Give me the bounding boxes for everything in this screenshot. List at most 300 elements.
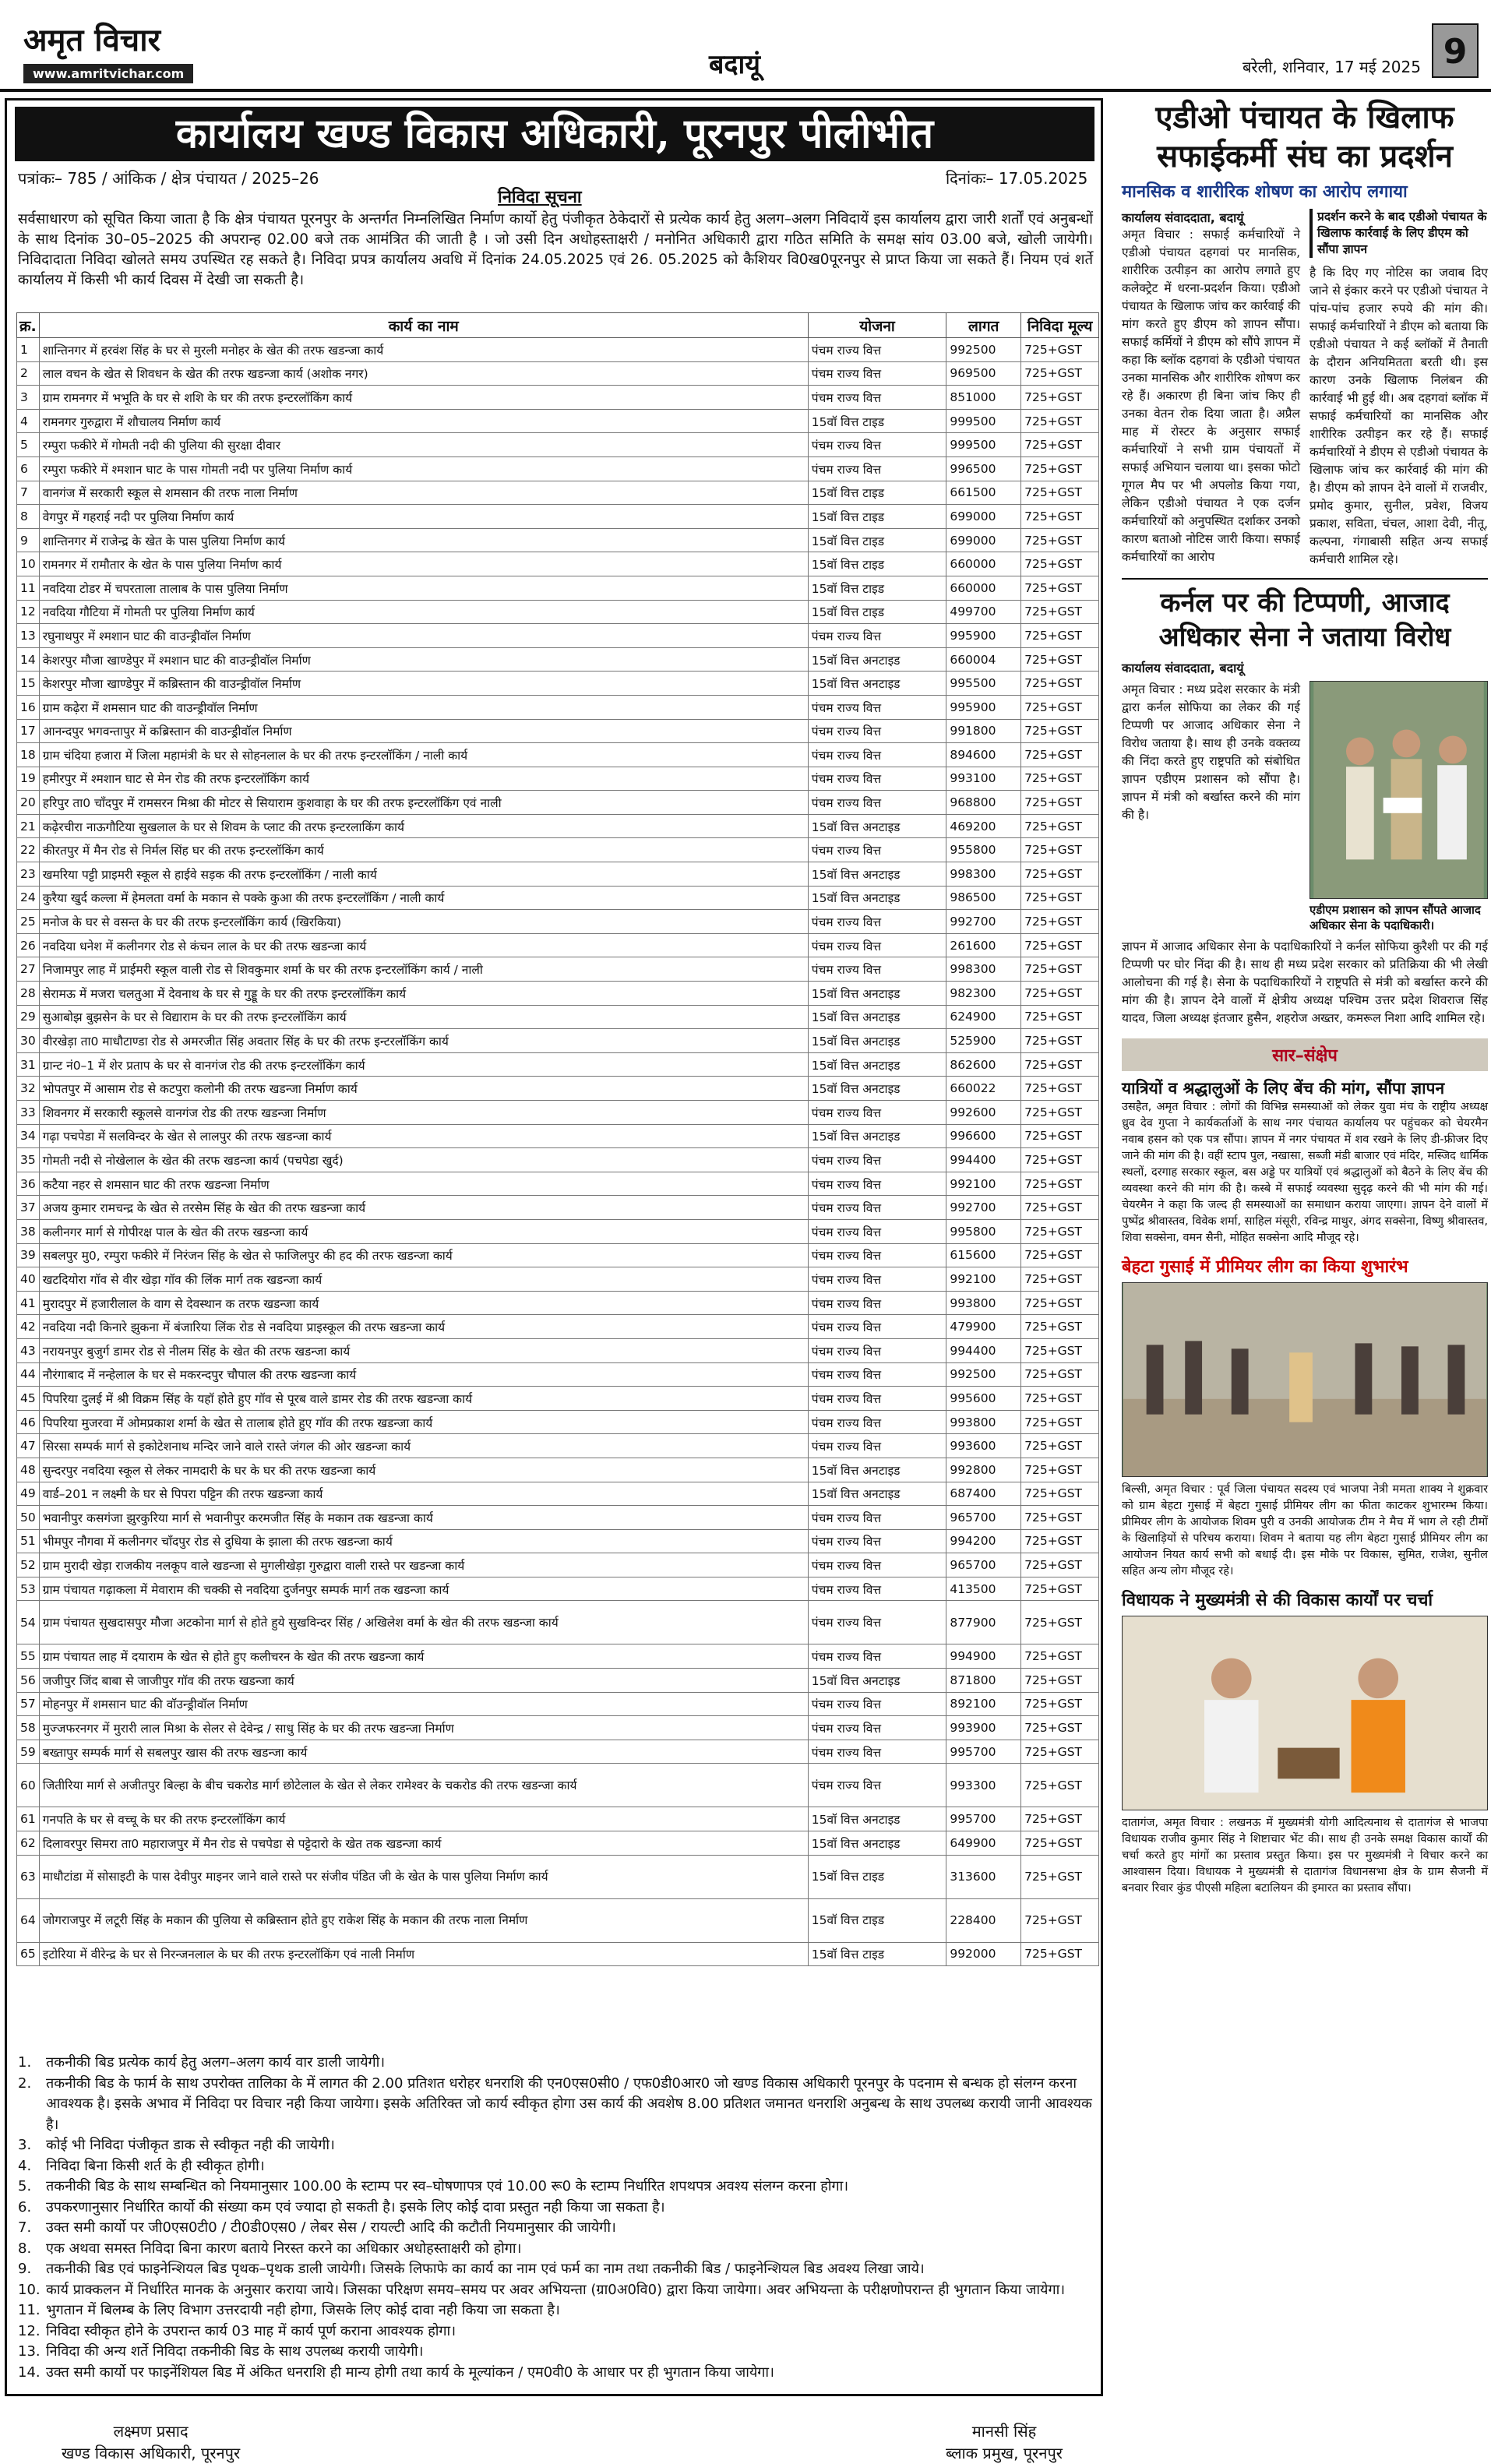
condition-item (18, 2074, 1093, 2136)
row-scheme: पंचम राज्य वित्त (808, 1219, 946, 1243)
table-row (17, 1807, 1099, 1831)
tender-notice (5, 98, 1103, 2462)
row-serial: 65 (17, 1942, 40, 1966)
row-cost: 991800 (946, 719, 1021, 743)
row-tender-fee: 725+GST (1021, 1196, 1099, 1220)
table-row (17, 982, 1099, 1006)
row-cost: 992700 (946, 1196, 1021, 1220)
row-tender-fee: 725+GST (1021, 886, 1099, 910)
table-row (17, 1124, 1099, 1148)
row-serial: 7 (17, 481, 40, 505)
row-tender-fee: 725+GST (1021, 1124, 1099, 1148)
row-cost: 261600 (946, 933, 1021, 957)
row-work-name: मुरादपुर में हजारीलाल के वाग से देवस्थान क तरफ खडन्जा कार्य (39, 1291, 808, 1315)
row-work-name: कीरतपुर में मैन रोड से निर्मल सिंह घर की तरफ इन्टरलॉकिंग कार्य (39, 838, 808, 862)
row-tender-fee: 725+GST (1021, 456, 1099, 481)
signatory-title: खण्ड विकास अधिकारी, पूरनपुर (62, 2444, 241, 2462)
row-tender-fee: 725+GST (1021, 1506, 1099, 1530)
row-scheme: पंचम राज्य वित्त (808, 1196, 946, 1220)
row-tender-fee: 725+GST (1021, 338, 1099, 362)
table-row (17, 409, 1099, 433)
row-cost: 413500 (946, 1577, 1021, 1601)
table-row (17, 1553, 1099, 1577)
condition-number: 3. (18, 2137, 32, 2153)
row-scheme: 15वॉ वित्त टाइड (808, 1942, 946, 1966)
table-row (17, 791, 1099, 815)
row-tender-fee: 725+GST (1021, 624, 1099, 648)
condition-number: 1. (18, 2054, 32, 2071)
row-cost: 992100 (946, 1267, 1021, 1292)
row-cost: 995500 (946, 672, 1021, 696)
row-serial: 43 (17, 1338, 40, 1362)
row-cost: 982300 (946, 982, 1021, 1006)
row-cost: 995700 (946, 1740, 1021, 1764)
row-work-name: सबलपुर मु0, रम्पुरा फकीरे में निरंजन सिंह के खेत से फाजिलपुर की हद की तरफ खडन्जा कार्य (39, 1243, 808, 1267)
row-tender-fee: 725+GST (1021, 1831, 1099, 1856)
row-tender-fee: 725+GST (1021, 982, 1099, 1006)
edition-date: बरेली, शनिवार, 17 मई 2025 (1242, 58, 1421, 76)
row-work-name: वीरखेड़ा ता0 माधौटाण्डा रोड से अमरजीत सिंह अवतार सिंह के घर की तरफ इन्टरलॉकिंग कार्य (39, 1029, 808, 1053)
row-work-name: नवदिया धनेश में कलीनगर रोड से कंचन लाल के घर की तरफ खडन्जा कार्य (39, 933, 808, 957)
table-row (17, 1898, 1099, 1942)
row-work-name: केशरपुर मौजा खाण्डेपुर में कब्रिस्तान की वाउन्ड्रीवॉल निर्माण (39, 672, 808, 696)
row-scheme: 15वॉ वित्त अनटाइड (808, 1807, 946, 1831)
row-serial: 50 (17, 1506, 40, 1530)
row-tender-fee: 725+GST (1021, 1577, 1099, 1601)
row-cost: 969500 (946, 361, 1021, 386)
row-tender-fee: 725+GST (1021, 1553, 1099, 1577)
condition-number: 2. (18, 2074, 32, 2092)
row-serial: 58 (17, 1716, 40, 1740)
row-tender-fee: 725+GST (1021, 505, 1099, 529)
table-row (17, 600, 1099, 624)
row-cost: 992100 (946, 1172, 1021, 1196)
row-cost: 687400 (946, 1482, 1021, 1506)
row-work-name: नौरंगाबाद में नन्हेलाल के घर से मकरन्दपुर चौपाल की तरफ खडन्जा कार्य (39, 1362, 808, 1387)
row-cost: 661500 (946, 481, 1021, 505)
row-serial: 36 (17, 1172, 40, 1196)
row-serial: 13 (17, 624, 40, 648)
edition-city: बदायूं (709, 49, 760, 80)
row-scheme: 15वॉ वित्त अनटाइड (808, 862, 946, 887)
row-work-name: ग्राम पंचायत गढ़ाकला में मेवाराम की चक्की से नवदिया दुर्जनपुर सम्पर्क मार्ग तक खडन्जा कार्य (39, 1577, 808, 1601)
row-work-name: हरिपुर ता0 चाँदपुर में रामसरन मिश्रा की मोटर से सियाराम कुशवाहा के घर की तरफ इन्टरलॉकिंग एवं नाली (39, 791, 808, 815)
row-scheme: 15वॉ वित्त अनटाइड (808, 1458, 946, 1482)
row-scheme: 15वॉ वित्त अनटाइड (808, 1077, 946, 1101)
row-serial: 19 (17, 767, 40, 791)
table-row (17, 481, 1099, 505)
tender-intro: सर्वसाधारण को सूचित किया जाता है कि क्षेत्र पंचायत पूरनपुर के अन्तर्गत निम्नलिखित निर्माण कार्यो हेतु पंजीकृत ठेकेदारों से प्रत्येक कार्य हेतु अलग–अलग निविदायें इस कार्यालय द्वारा जारी शर्तों एवं अनुबन्धों के साथ दिनांक 30–05–2025 की अपरान्ह 02.00 बजे तक आमंत्रित की जाती है । जो उसी दिन अधोहस्ताक्षरी / मनोनित अधिकारी द्वारा गठित समिति के समक्ष सांय 03.00 बजे, खोली जायेगी। निविदादाता निविदा खोलते समय उपस्थित रह सकते है। निविदा प्रपत्र कार्यालय अवधि में दिनांक 24.05.2025 एवं 26. 05.2025 को कैशियर वि0ख0पूरनपुर से प्राप्त किया जा सकते हैं। नियम एवं शर्ते कार्यालय में किसी भी कार्य दिवस में देखी जा सकती है। (18, 211, 1093, 288)
brief1-body: उसहैत, अमृत विचार : लोगों की विभिन्न समस्याओं को लेकर युवा मंच के राष्ट्रीय अध्यक्ष ध्रुव देव गुप्ता ने कार्यकर्ताओं के साथ नगर पंचायत कार्यालय पर पहुंचकर को चेयरमैन नवाब हसन को एक पत्र सौंपा। ज्ञापन में नगर पंचायत में शव रखने के लिए डी-फ्रीजर दिए जाने की मांग की है। वहीं स्टाप पुल, नखासा, सब्जी मंडी बाजार एवं मंदिर, मस्जिद धार्मिक स्थलों, दरगाह सरकार स्कूल, बस अड्डे पर यात्रियों एवं श्रद्धालुओं को बैठने के लिए बेंच की व्यवस्था करने की मांग की है। कस्बे में सफाई व्यवस्था सुदृढ़ करने की भी मांग की गई। चेयरमैन ने कहा कि जल्द ही समस्याओं का समाधान कराया जाएगा। ज्ञापन देने वालों में पुष्पेंद्र श्रीवास्तव, विवेक शर्मा, साहिल मंसूरी, रविन्द्र माथुर, अंगद सक्सेना, विष्णु श्रीवास्तव, शिवा सक्सेना, वमन सैनी, मोहित सक्सेना आदि मौजूद रहे। (1122, 1101, 1488, 1244)
row-work-name: ग्राम कढ़ेरा में शमसान घाट की वाउन्ड्रीवॉल निर्माण (39, 695, 808, 719)
table-row (17, 1219, 1099, 1243)
row-work-name: गोमती नदी से नोखेलाल के खेत की तरफ खडन्जा कार्य (पचपेडा खुर्द) (39, 1148, 808, 1172)
row-serial: 14 (17, 647, 40, 672)
brief2-headline: बेहटा गुसाई में प्रीमियर लीग का किया शुभारंभ (1122, 1257, 1408, 1277)
story2-body-a: अमृत विचार : मध्य प्रदेश सरकार के मंत्री द्वारा कर्नल सोफिया का लेकर की गई टिप्पणी पर आजाद अधिकार सेना ने विरोध जताया है। साथ ही उनके वक्तव्य की निंदा करते हुए राष्ट्रपति को संबोधित ज्ञापन एडीएम प्रशासन को सौंपा है। ज्ञापन में मंत्री को बर्खास्त करने की मांग की है। (1122, 682, 1300, 822)
row-tender-fee: 725+GST (1021, 1172, 1099, 1196)
table-row (17, 1644, 1099, 1669)
condition-text: निविदा स्वीकृत होने के उपरान्त कार्य 03 माह में कार्य पूर्ण कराना आवश्यक होगा। (46, 2322, 456, 2339)
condition-item (18, 2321, 1093, 2342)
row-serial: 54 (17, 1601, 40, 1644)
row-scheme: पंचम राज्य वित्त (808, 1553, 946, 1577)
table-row (17, 719, 1099, 743)
row-work-name: रामनगर गुरुद्वारा में शौचालय निर्माण कार्य (39, 409, 808, 433)
table-row (17, 1362, 1099, 1387)
story2-body-b: ज्ञापन में आजाद अधिकार सेना के पदाधिकारियों ने कर्नल सोफिया कुरैशी पर की गई टिप्पणी पर घोर निंदा की है। साथ ही मध्य प्रदेश सरकार को प्रतिक्रिया की भी लेखी आलोचना की गई है। सेना के पदाधिकारियों ने राष्ट्रपति से मंत्री को बर्खास्त करने की मांग की है। ज्ञापन देने वालों में क्षेत्रीय अध्यक्ष पश्चिम उत्तर प्रदेश शिवराज सिंह यादव, जिला अध्यक्ष इंतजार हुसैन, शहरोज अख्तर, कमरूल निशा आदि शामिल रहे। (1122, 939, 1488, 1025)
row-work-name: हमीरपुर में श्मशान घाट से मेन रोड की तरफ इन्टरलॉकिंग कार्य (39, 767, 808, 791)
row-tender-fee: 725+GST (1021, 409, 1099, 433)
row-serial: 30 (17, 1029, 40, 1053)
row-tender-fee: 725+GST (1021, 1669, 1099, 1693)
row-cost: 499700 (946, 600, 1021, 624)
table-row (17, 505, 1099, 529)
row-tender-fee: 725+GST (1021, 910, 1099, 934)
row-cost: 995600 (946, 1387, 1021, 1411)
row-serial: 12 (17, 600, 40, 624)
row-serial: 25 (17, 910, 40, 934)
row-work-name: कटैया नहर से शमसान घाट की तरफ खडन्जा निर्माण (39, 1172, 808, 1196)
table-row (17, 1052, 1099, 1077)
row-serial: 47 (17, 1434, 40, 1458)
row-tender-fee: 725+GST (1021, 1387, 1099, 1411)
row-tender-fee: 725+GST (1021, 1362, 1099, 1387)
row-cost: 996500 (946, 456, 1021, 481)
row-serial: 60 (17, 1764, 40, 1807)
table-row (17, 1077, 1099, 1101)
row-scheme: 15वॉ वित्त अनटाइड (808, 814, 946, 838)
condition-item (18, 2177, 1093, 2198)
row-scheme: 15वॉ वित्त अनटाइड (808, 1052, 946, 1077)
row-work-name: खटदियोरा गॉव से वीर खेड़ा गॉव की लिंक मार्ग तक खडन्जा कार्य (39, 1267, 808, 1292)
row-work-name: वार्ड–201 न लक्ष्मी के घर से पिपरा पट्टिन की तरफ खडन्जा कार्य (39, 1482, 808, 1506)
row-work-name: ग्राम चंदिया हजारा में जिला महामंत्री के घर से सोहनलाल के घर की तरफ इन्टरलॉकिंग / नाली कार्य (39, 743, 808, 767)
row-serial: 39 (17, 1243, 40, 1267)
row-serial: 52 (17, 1553, 40, 1577)
row-serial: 53 (17, 1577, 40, 1601)
story2-headline-line1: कर्नल पर की टिप्पणी, आजाद (1160, 587, 1450, 619)
row-scheme: 15वॉ वित्त टाइड (808, 505, 946, 529)
row-work-name: गनपति के घर से वच्चू के घर की तरफ इन्टरलॉकिंग कार्य (39, 1807, 808, 1831)
condition-text: उक्त समी कार्यो पर जी0एस0टी0 / टी0डी0एस0 / लेबर सेस / रायल्टी आदि की कटौती नियमानुसार की जायेगी। (46, 2219, 616, 2236)
row-cost: 986500 (946, 886, 1021, 910)
row-tender-fee: 725+GST (1021, 1219, 1099, 1243)
row-cost: 992500 (946, 338, 1021, 362)
row-work-name: नवदिया गौटिया में गोमती पर पुलिया निर्माण कार्य (39, 600, 808, 624)
row-scheme: पंचम राज्य वित्त (808, 1338, 946, 1362)
brief3-photo (1122, 1616, 1488, 1810)
page-number: 9 (1432, 23, 1479, 78)
brief2-photo (1122, 1282, 1488, 1477)
tender-title: कार्यालय खण्ड विकास अधिकारी, पूरनपुर पीलीभीत (15, 107, 1094, 161)
table-row (17, 957, 1099, 982)
row-tender-fee: 725+GST (1021, 1942, 1099, 1966)
row-serial: 17 (17, 719, 40, 743)
row-cost: 313600 (946, 1855, 1021, 1898)
table-row (17, 672, 1099, 696)
row-serial: 35 (17, 1148, 40, 1172)
table-row (17, 576, 1099, 600)
row-tender-fee: 725+GST (1021, 528, 1099, 552)
table-row (17, 1740, 1099, 1764)
row-tender-fee: 725+GST (1021, 1267, 1099, 1292)
row-scheme: पंचम राज्य वित्त (808, 767, 946, 791)
row-cost: 992000 (946, 1942, 1021, 1966)
condition-text: उक्त समी कार्यो पर फाइनेंशियल बिड में अंकित धनराशि ही मान्य होगी तथा कार्य के मूल्यांकन / एम0वी0 के आधार पर ही भुगतान किया जायेगा। (46, 2364, 774, 2381)
row-tender-fee: 725+GST (1021, 1243, 1099, 1267)
row-scheme: पंचम राज्य वित्त (808, 386, 946, 410)
row-work-name: कढ़ेरचीरा नाऊगौटिया सुखलाल के घर से शिवम के प्लाट की तरफ इन्टरलाकिंग कार्य (39, 814, 808, 838)
row-serial: 28 (17, 982, 40, 1006)
row-cost: 851000 (946, 386, 1021, 410)
table-row (17, 1291, 1099, 1315)
row-tender-fee: 725+GST (1021, 1482, 1099, 1506)
brief3-headline: विधायक ने मुख्यमंत्री से की विकास कार्यों पर चर्चा (1122, 1591, 1433, 1610)
row-work-name: भीमपुर नौगवा में कलीनगर चाँदपुर रोड से दुधिया के झाला की तरफ खडन्जा कार्य (39, 1529, 808, 1553)
row-cost: 228400 (946, 1898, 1021, 1942)
condition-item (18, 2342, 1093, 2363)
row-work-name: रघुनाथपुर में श्मशान घाट की वाउन्ड्रीवॉल निर्माण (39, 624, 808, 648)
table-row (17, 1338, 1099, 1362)
row-scheme: 15वॉ वित्त अनटाइड (808, 1005, 946, 1029)
tender-date: दिनांकः– 17.05.2025 (946, 169, 1088, 188)
row-cost: 993800 (946, 1291, 1021, 1315)
row-work-name: निजामपुर लाह में प्राईमरी स्कूल वाली रोड से शिवकुमार शर्मा के घर की तरफ इन्टरलॉकिंग कार्य / नाली (39, 957, 808, 982)
table-row (17, 1831, 1099, 1856)
row-serial: 31 (17, 1052, 40, 1077)
row-serial: 33 (17, 1101, 40, 1125)
condition-number: 10. (18, 2281, 41, 2298)
row-tender-fee: 725+GST (1021, 1410, 1099, 1434)
row-work-name: नवदिया टोडर में चपरताला तालाब के पास पुलिया निर्माण (39, 576, 808, 600)
row-serial: 15 (17, 672, 40, 696)
condition-text: तकनीकी बिड एवं फाइनेन्शियल बिड पृथक–पृथक डाली जायेगी। जिसके लिफाफे का कार्य का नाम एवं फर्म का नाम तथा तकनीकी बिड / फाइनेन्शियल बिड अवश्य लिखा जाये। (46, 2261, 925, 2277)
condition-item (18, 2300, 1093, 2321)
signatory-name: मानसी सिंह (971, 2422, 1037, 2441)
row-scheme: पंचम राज्य वित्त (808, 456, 946, 481)
row-cost: 993800 (946, 1410, 1021, 1434)
row-serial: 40 (17, 1267, 40, 1292)
row-scheme: पंचम राज्य वित्त (808, 791, 946, 815)
row-work-name: लाल वचन के खेत से शिवधन के खेत की तरफ खडन्जा कार्य (अशोक नगर) (39, 361, 808, 386)
row-tender-fee: 725+GST (1021, 600, 1099, 624)
story1-body-a: अमृत विचार : सफाई कर्मचारियों ने एडीओ पंचायत दहगवां पर मानसिक, शारीरिक उत्पीड़न का आरोप लगाते हुए कलेक्ट्रेट में धरना-प्रदर्शन किया। एडीओ पंचायत के खिलाफ जांच कर कार्रवाई की मांग करते हुए डीएम को ज्ञापन सौंपा। सफाई कर्मियों ने डीएम को सौंपे ज्ञापन में कहा कि ब्लॉक दहगवां के एडीओ पंचायत उनका मानसिक और शारीरिक शोषण कर रहे हैं। अकारण ही बिना जांच किए ही उनका वेतन रोक दिया जाता है। अप्रैल माह में रोस्टर के अनुसार सफाई कर्मचारियों ने सभी ग्राम पंचायतों में सफाई अभियान चलाया था। इसका फोटो गूगल मैप पर भी अपलोड किया गया, लेकिन एडीओ पंचायत ने एक दर्जन कर्मचारियों को अनुपस्थित दर्शाकर उनको कारण बताओ नोटिस जारी किया। सफाई कर्मचारियों का आरोप (1122, 227, 1300, 564)
row-cost: 998300 (946, 957, 1021, 982)
row-tender-fee: 725+GST (1021, 1077, 1099, 1101)
condition-number: 9. (18, 2261, 32, 2277)
row-tender-fee: 725+GST (1021, 791, 1099, 815)
row-work-name: वेगपुर में गहराई नदी पर पुलिया निर्माण कार्य (39, 505, 808, 529)
row-work-name: शिवनगर में सरकारी स्कूलसे वानगंज रोड की तरफ खडन्जा निर्माण (39, 1101, 808, 1125)
condition-text: उपकरणानुसार निर्धारित कार्यो की संख्या कम एवं ज्यादा हो सकती है। इसके लिए कोई दावा प्रस्तुत नही किया जा सकता है। (46, 2198, 665, 2215)
row-tender-fee: 725+GST (1021, 933, 1099, 957)
row-tender-fee: 725+GST (1021, 1315, 1099, 1339)
col-header-cost: लागत (946, 313, 1021, 338)
row-cost: 994200 (946, 1529, 1021, 1553)
signatory-title: ब्लाक प्रमुख, पूरनपुर (946, 2444, 1063, 2462)
table-row (17, 862, 1099, 887)
works-table-body (17, 338, 1099, 1966)
row-cost: 994400 (946, 1338, 1021, 1362)
table-row (17, 1005, 1099, 1029)
row-work-name: भोपतपुर में आसाम रोड से कटपुरा कलोनी की तरफ खडन्जा निर्माण कार्य (39, 1077, 808, 1101)
row-serial: 34 (17, 1124, 40, 1148)
condition-number: 13. (18, 2343, 41, 2360)
table-row (17, 695, 1099, 719)
table-row (17, 1506, 1099, 1530)
row-scheme: 15वॉ वित्त टाइड (808, 552, 946, 576)
row-cost: 877900 (946, 1601, 1021, 1644)
row-cost: 995800 (946, 1219, 1021, 1243)
row-scheme: पंचम राज्य वित्त (808, 1506, 946, 1530)
col-header-scheme: योजना (808, 313, 946, 338)
row-scheme: पंचम राज्य वित्त (808, 1716, 946, 1740)
row-tender-fee: 725+GST (1021, 576, 1099, 600)
row-cost: 892100 (946, 1692, 1021, 1716)
row-tender-fee: 725+GST (1021, 361, 1099, 386)
row-tender-fee: 725+GST (1021, 1898, 1099, 1942)
row-serial: 64 (17, 1898, 40, 1942)
row-work-name: रम्पुरा फकीरे में गोमती नदी की पुलिया की सुरक्षा दीवार (39, 433, 808, 457)
table-row (17, 1529, 1099, 1553)
row-work-name: कुरैया खुर्द कल्ला में हेमलता वर्मा के मकान से पक्के कुआ की तरफ इन्टरलॉकिंग / नाली कार्य (39, 886, 808, 910)
row-serial: 55 (17, 1644, 40, 1669)
row-cost: 479900 (946, 1315, 1021, 1339)
row-serial: 10 (17, 552, 40, 576)
people-photo-icon (1310, 682, 1487, 898)
story1-callout: प्रदर्शन करने के बाद एडीओ पंचायत के खिलाफ कार्रवाई के लिए डीएम को सौंपा ज्ञापन (1309, 209, 1488, 258)
news-column (1122, 98, 1488, 1897)
row-scheme: 15वॉ वित्त अनटाइड (808, 672, 946, 696)
story2-caption: एडीएम प्रशासन को ज्ञापन सौंपते आजाद अधिकार सेना के पदाधिकारी। (1309, 903, 1481, 932)
row-cost: 660000 (946, 552, 1021, 576)
condition-number: 6. (18, 2198, 32, 2215)
row-work-name: पिपरिया दुलई में श्री विक्रम सिंह के यहॉ होते हुए गॉव से पूरब वाले डामर रोड की तरफ खडन्जा कार्य (39, 1387, 808, 1411)
row-work-name: मुज्जफरनगर में मुरारी लाल मिश्रा के सेलर से देवेन्द्र / साधु सिंह के घर की तरफ खडन्जा निर्माण (39, 1716, 808, 1740)
story1-kicker: मानसिक व शारीरिक शोषण का आरोप लगाया (1122, 182, 1408, 202)
condition-item (18, 2156, 1093, 2177)
story1-headline-line2: सफाईकर्मी संघ का प्रदर्शन (1157, 138, 1453, 174)
row-cost: 965700 (946, 1506, 1021, 1530)
col-header-sn: क्र. (17, 313, 40, 338)
row-tender-fee: 725+GST (1021, 1101, 1099, 1125)
condition-text: तकनीकी बिड प्रत्येक कार्य हेतु अलग–अलग कार्य वार डाली जायेगी। (46, 2054, 386, 2071)
row-scheme: पंचम राज्य वित्त (808, 1172, 946, 1196)
table-row (17, 933, 1099, 957)
website-link[interactable]: www.amritvichar.com (23, 64, 193, 83)
table-row (17, 433, 1099, 457)
row-work-name: आनन्दपुर भगवन्तापुर में कब्रिस्तान की वाउन्ड्रीवॉल निर्माण (39, 719, 808, 743)
row-tender-fee: 725+GST (1021, 1692, 1099, 1716)
table-row (17, 1315, 1099, 1339)
row-work-name: अजय कुमार रामचन्द्र के खेत से तरसेम सिंह के खेत की तरफ खडन्जा कार्य (39, 1196, 808, 1220)
row-scheme: पंचम राज्य वित्त (808, 719, 946, 743)
row-serial: 5 (17, 433, 40, 457)
row-scheme: पंचम राज्य वित्त (808, 933, 946, 957)
condition-item (18, 2218, 1093, 2239)
row-work-name: नवदिया नदी किनारे झुकना में बंजारिया लिंक रोड से नवदिया प्राइस्कूल की तरफ खडन्जा कार्य (39, 1315, 808, 1339)
row-serial: 61 (17, 1807, 40, 1831)
row-tender-fee: 725+GST (1021, 695, 1099, 719)
table-row (17, 338, 1099, 362)
row-tender-fee: 725+GST (1021, 1458, 1099, 1482)
row-scheme: 15वॉ वित्त अनटाइड (808, 1124, 946, 1148)
row-cost: 994900 (946, 1644, 1021, 1669)
row-scheme: पंचम राज्य वित्त (808, 838, 946, 862)
row-tender-fee: 725+GST (1021, 1029, 1099, 1053)
row-cost: 660000 (946, 576, 1021, 600)
row-tender-fee: 725+GST (1021, 1740, 1099, 1764)
row-serial: 3 (17, 386, 40, 410)
row-work-name: ग्राम रामनगर में भभूति के घर से शशि के घर की तरफ इन्टरलॉकिंग कार्य (39, 386, 808, 410)
table-row (17, 910, 1099, 934)
condition-item (18, 2198, 1093, 2219)
row-cost: 968800 (946, 791, 1021, 815)
row-cost: 469200 (946, 814, 1021, 838)
row-work-name: मोहनपुर में शमसान घाट की वॉउन्ड्रीवॉल निर्माण (39, 1692, 808, 1716)
row-work-name: पिपरिया मुजरवा में ओमप्रकाश शर्मा के खेत से तालाब होते हुए गॉव की तरफ खडन्जा कार्य (39, 1410, 808, 1434)
row-scheme: पंचम राज्य वित्त (808, 1101, 946, 1125)
row-tender-fee: 725+GST (1021, 862, 1099, 887)
table-row (17, 1669, 1099, 1693)
row-scheme: पंचम राज्य वित्त (808, 1243, 946, 1267)
row-cost: 995900 (946, 695, 1021, 719)
condition-item (18, 2280, 1093, 2301)
condition-item (18, 2363, 1093, 2384)
col-header-work: कार्य का नाम (39, 313, 808, 338)
row-work-name: दिलावरपुर सिमरा ता0 महाराजपुर में मैन रोड से पचपेडा से पट्टेदारो के खेत तक खडन्जा कार्य (39, 1831, 808, 1856)
row-tender-fee: 725+GST (1021, 957, 1099, 982)
row-cost: 998300 (946, 862, 1021, 887)
row-scheme: 15वॉ वित्त अनटाइड (808, 1482, 946, 1506)
row-work-name: ग्राम मुरादी खेड़ा राजकीय नलकूप वाले खडन्जा से मुगलीखेड़ा गुरुद्वारा वाली रास्ते पर खडन्जा कार्य (39, 1553, 808, 1577)
works-table-header (17, 313, 1099, 338)
row-cost: 993300 (946, 1764, 1021, 1807)
row-serial: 41 (17, 1291, 40, 1315)
table-row (17, 624, 1099, 648)
table-row (17, 386, 1099, 410)
row-serial: 42 (17, 1315, 40, 1339)
row-serial: 46 (17, 1410, 40, 1434)
row-tender-fee: 725+GST (1021, 1764, 1099, 1807)
row-cost: 894600 (946, 743, 1021, 767)
cricket-photo-icon (1123, 1283, 1487, 1476)
row-tender-fee: 725+GST (1021, 1644, 1099, 1669)
table-row (17, 1267, 1099, 1292)
row-serial: 27 (17, 957, 40, 982)
table-row (17, 647, 1099, 672)
story1-byline: कार्यालय संवाददाता, बदायूं (1122, 210, 1244, 225)
table-row (17, 1387, 1099, 1411)
row-cost: 999500 (946, 433, 1021, 457)
row-cost: 993900 (946, 1716, 1021, 1740)
row-serial: 18 (17, 743, 40, 767)
condition-item (18, 2135, 1093, 2156)
row-tender-fee: 725+GST (1021, 1291, 1099, 1315)
row-scheme: पंचम राज्य वित्त (808, 1601, 946, 1644)
row-scheme: 15वॉ वित्त टाइड (808, 409, 946, 433)
condition-text: निविदा की अन्य शर्ते निविदा तकनीकी बिड के साथ उपलब्ध करायी जायेगी। (46, 2343, 424, 2360)
row-scheme: 15वॉ वित्त टाइड (808, 600, 946, 624)
row-work-name: सुन्दरपुर नवदिया स्कूल से लेकर नामदारी के घर के घर की तरफ खडन्जा कार्य (39, 1458, 808, 1482)
table-row (17, 1855, 1099, 1898)
row-work-name: शान्तिनगर में राजेन्द्र के खेत के पास पुलिया निर्माण कार्य (39, 528, 808, 552)
row-scheme: पंचम राज्य वित्त (808, 338, 946, 362)
tender-conditions (18, 2053, 1093, 2383)
row-tender-fee: 725+GST (1021, 1716, 1099, 1740)
row-scheme: पंचम राज्य वित्त (808, 1267, 946, 1292)
